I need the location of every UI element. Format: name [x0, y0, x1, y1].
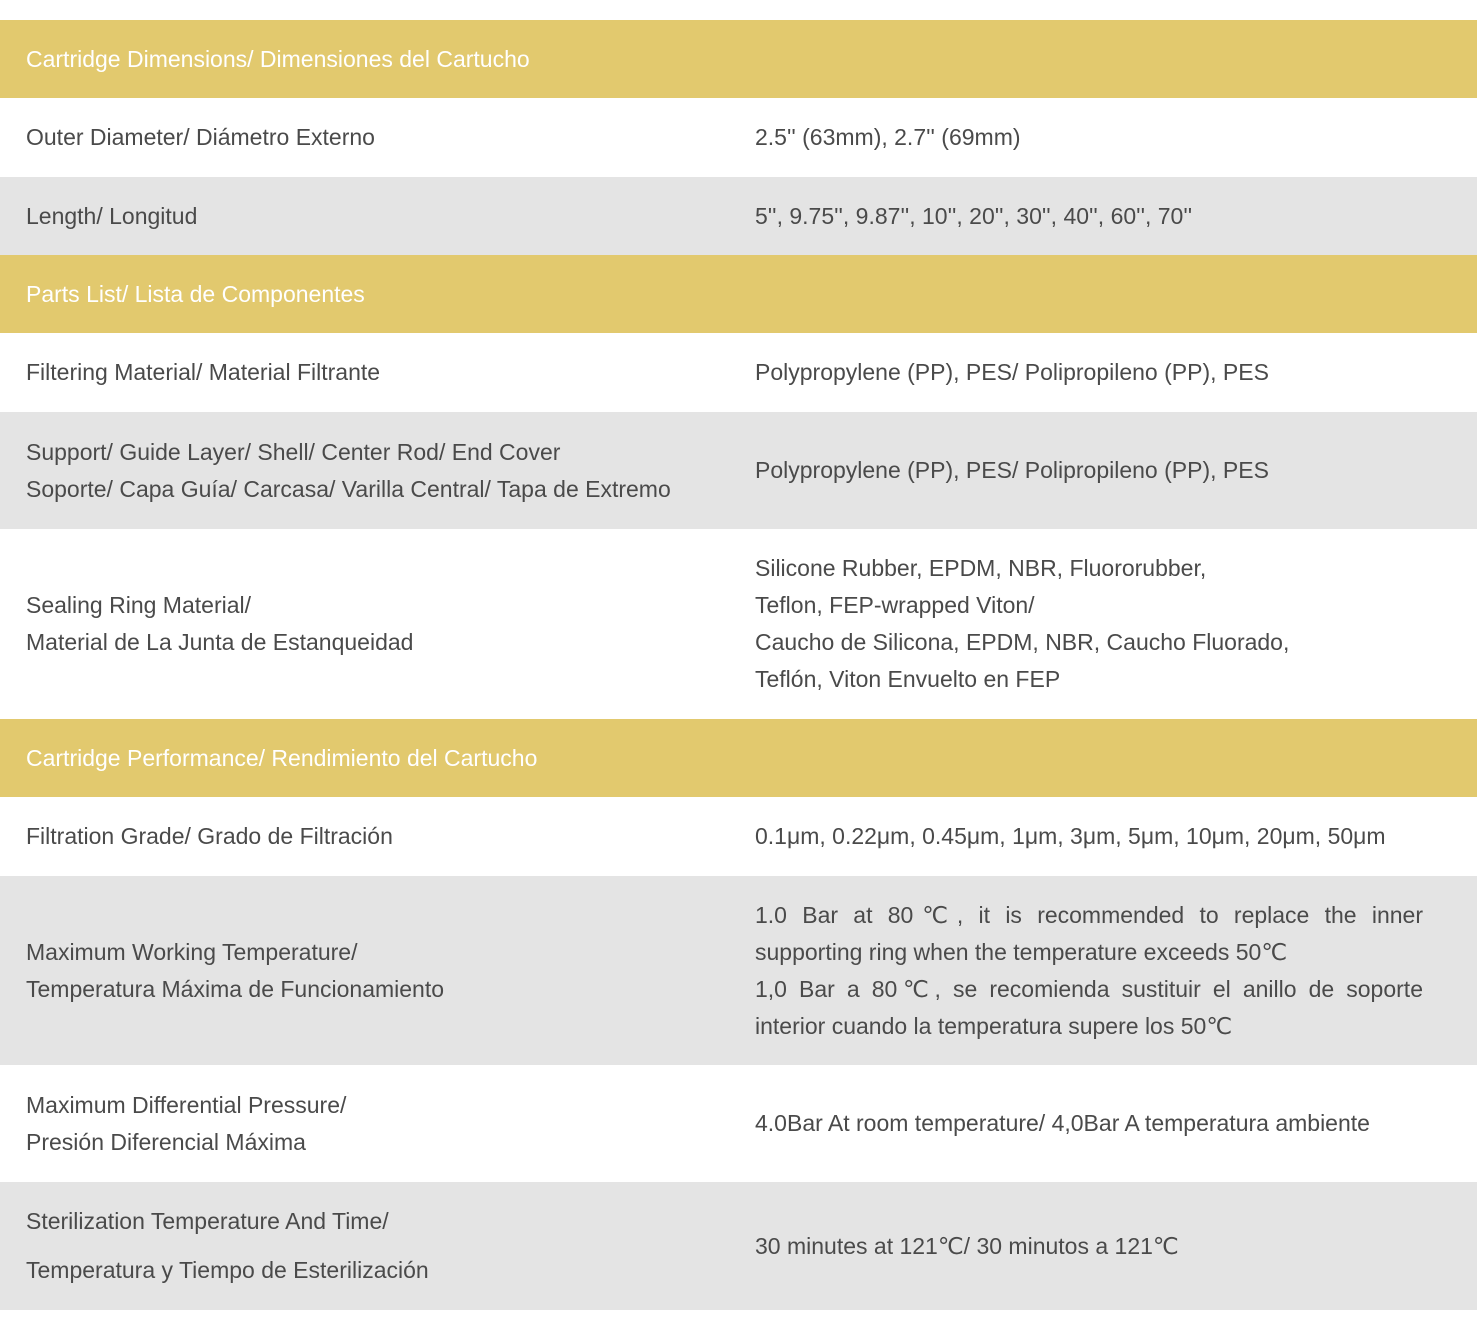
row-label: Sterilization Temperature And Time/ Temperatura y Tiempo de Esterilización: [26, 1208, 429, 1283]
row-label: Length/ Longitud: [26, 202, 198, 229]
row-value: Polypropylene (PP), PES/ Polipropileno (PP), PES: [755, 359, 1269, 385]
table-row: [0, 177, 1477, 255]
table-row: [0, 1182, 1477, 1310]
table-row: [0, 529, 1477, 719]
row-label: Filtering Material/ Material Filtrante: [26, 359, 381, 385]
table-row: [0, 876, 1477, 1065]
spec-table: [0, 20, 1477, 1310]
row-label: Filtration Grade/ Grado de Filtración: [26, 823, 393, 849]
table-row: [0, 98, 1477, 177]
row-label: Maximum Working Temperature/ Temperatura Máxima de Funcionamiento: [26, 938, 445, 1002]
row-value: 30 minutes at 121℃/ 30 minutos a 121℃: [755, 1232, 1179, 1259]
section-header-parts: [0, 255, 1477, 333]
row-value: 1.0 Bar at 80℃, it is recommended to replace the inner supporting ring when the temperature exceeds 50℃ 1,0 Bar a 80℃, se recomienda sustituir el anillo de soporte interior cuando la temperatura supere los 50℃: [755, 901, 1423, 1039]
table-row: [0, 412, 1477, 529]
row-value: Silicone Rubber, EPDM, NBR, Fluororubber, Teflon, FEP-wrapped Viton/ Caucho de Silicona, EPDM, NBR, Caucho Fluorado, Teflón, Viton Envuelto en FEP: [755, 555, 1290, 692]
row-label: Support/ Guide Layer/ Shell/ Center Rod/ End Cover Soporte/ Capa Guía/ Carcasa/ Varilla Central/ Tapa de Extremo: [26, 438, 671, 502]
row-label: Maximum Differential Pressure/ Presión Diferencial Máxima: [26, 1091, 347, 1155]
row-value: Polypropylene (PP), PES/ Polipropileno (PP), PES: [755, 457, 1269, 483]
section-title: Parts List/ Lista de Componentes: [26, 280, 365, 307]
section-header-dimensions: [0, 20, 1477, 98]
section-header-performance: [0, 719, 1477, 797]
table-row: [0, 797, 1477, 876]
row-value: 5'', 9.75'', 9.87'', 10'', 20'', 30'', 40'', 60'', 70'': [755, 202, 1193, 229]
row-value: 0.1μm, 0.22μm, 0.45μm, 1μm, 3μm, 5μm, 10μm, 20μm, 50μm: [755, 823, 1386, 849]
section-title: Cartridge Performance/ Rendimiento del Cartucho: [26, 744, 538, 771]
row-label: Sealing Ring Material/ Material de La Junta de Estanqueidad: [26, 592, 414, 655]
section-title: Cartridge Dimensions/ Dimensiones del Cartucho: [26, 45, 530, 72]
table-row: [0, 1065, 1477, 1182]
table-row: [0, 333, 1477, 412]
row-label: Outer Diameter/ Diámetro Externo: [26, 124, 375, 150]
row-value: 2.5'' (63mm), 2.7'' (69mm): [755, 124, 1021, 150]
row-value: 4.0Bar At room temperature/ 4,0Bar A temperatura ambiente: [755, 1110, 1370, 1136]
